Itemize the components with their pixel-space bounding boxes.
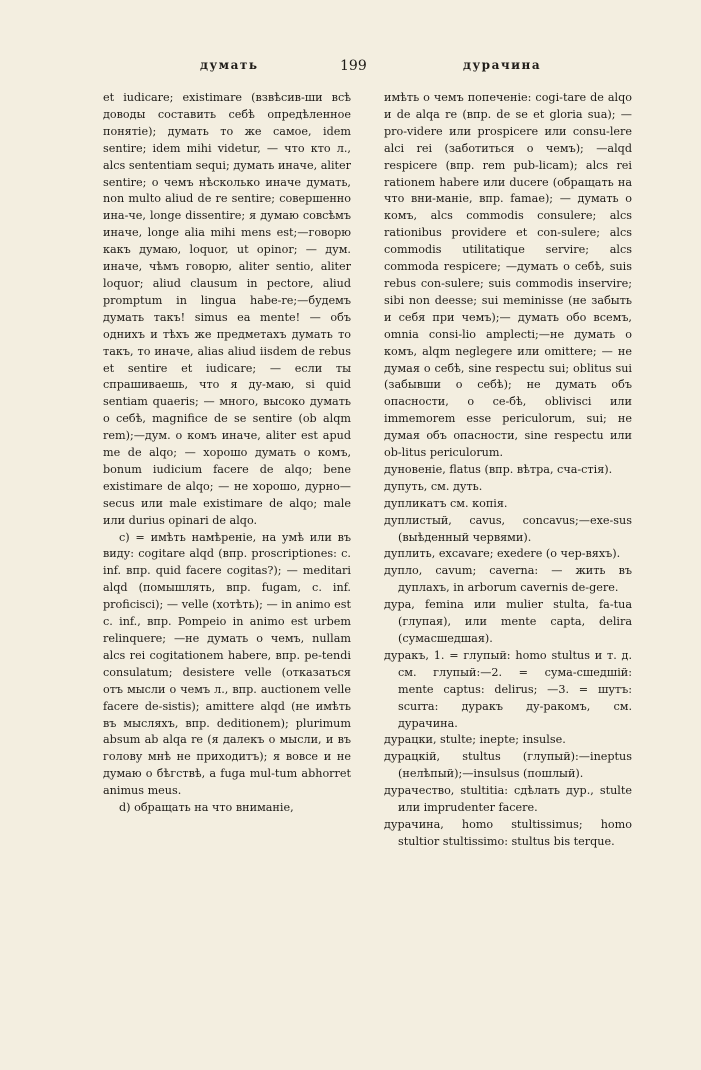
entry-duplistyi: дуплистый, cavus, concavus;—exe-sus (выѣденный червями). (384, 513, 632, 544)
entry-durachestvo: дурачество, stultitia: сдѣлать дур., stulte или imprudenter facere. (384, 784, 632, 815)
entry-duratski: дурацки, stulte; inepte; insulse. (384, 733, 566, 747)
entry-dura: дура, femina или mulier stulta, fa-tua (глупая), или mente capta, delira (сумасшедшая). (384, 598, 632, 645)
entry-durak: дуракъ, 1. = глупый: homo stultus и т. д. см. глупый:—2. = сума-сшедшій: mente captus: delirus; —3. = шутъ: scurra: дуракъ ду-ракомъ, см. дурачина. (384, 648, 632, 730)
entry-duplikat: дупликатъ см. копія. (384, 496, 508, 510)
entry-duplit: дуплить, excavare; exedere (о чер-вяхъ). (384, 547, 621, 561)
right-column (384, 90, 632, 851)
entry-duplo: дупло, cavum; caverna: — жить въ дуплахъ, in arborum cavernis de-gere. (384, 564, 632, 595)
entry-duput: дупуть, см. дуть. (384, 479, 483, 493)
running-head-left: думать (200, 58, 259, 72)
page-number: 199 (340, 58, 367, 74)
sense-d-paragraph: d) обращать на что вниманіе, (119, 801, 294, 815)
running-head-right: дурачина (463, 58, 542, 72)
left-column (103, 90, 351, 817)
sense-c-paragraph: c) = имѣть намѣреніе, на умѣ или въ виду: cogitare alqd (впр. proscriptiones: c. inf. впр. quid facere cogitas?); — meditari alqd (помышлять, впр. fugam, c. inf. proficisci); — velle (хотѣть); — in animo est c. inf., впр. Pompeio in animo est urbem relinquere; —не думать о чемъ, nullam alcs rei cogitationem habere, впр. pe-tendi consulatum; desistere velle (отказаться отъ мысли о чемъ л., впр. auctionem velle facere de-sistis); amittere alqd (не имѣть въ мысляхъ, впр. deditionem); plurimum absum ab alqa re (я далекъ о мысли, и въ голову мнѣ не приходитъ); я вовсе и не думаю о бѣгствѣ, a fuga mul-tum abhorret animus meus. (103, 530, 351, 798)
entry-duratskii: дурацкій, stultus (глупый):—ineptus (нелѣпый);—insulsus (пошлый). (384, 750, 632, 781)
entry-durachina: дурачина, homo stultissimus; homo stultior stultissimo: stultus bis terque. (384, 817, 632, 848)
entry-continuation: имѣть о чемъ попеченіе: cogi-tare de alqo и de alqa re (впр. de se et gloria sua); — pro-videre или prospicere или consu-lere alci rei (заботиться о чемъ); —alqd respicere (впр. rem pub-licam); alcs rei rationem habere или ducere (обращать на что вни-маніе, впр. famae); — думать о комъ, alcs commodis consulere; alcs rationibus providere et con-sulere; alcs commodis utilitatique servire; alcs commoda respicere; —думать о себѣ, suis rebus con-sulere; suis commodis inservire; sibi non deesse; sui meminisse (не забыть и себя при чемъ);— думать обо всемъ, omnia consi-lio amplecti;—не думать о комъ, alqm neglegere или omittere; — не думая о себѣ, sine respectu sui; oblitus sui (забывши о себѣ); не думать объ опасности, о се-бѣ, oblivisci или immemorem esse periculorum, sui; не думая объ опасности, sine respectu или ob-litus periculorum. (384, 91, 632, 460)
entry-duvovenie: дуновеніе, flatus (впр. вѣтра, сча-стія). (384, 462, 613, 476)
entry-continuation: et iudicare; existimare (взвѣсив-ши всѣ доводы составить себѣ опредѣленное понятіе); думать то же самое, idem sentire; idem mihi videtur, — что кто л., alcs sententiam sequi; думать иначе, aliter sentire; о чемъ нѣсколько иначе думать, non multo aliud de re sentire; совершенно ина-че, longe dissentire; я думаю совсѣмъ иначе, longe alia mihi mens est;—говорю какъ думаю, loquor, ut opinor; — дум. иначе, чѣмъ говорю, aliter sentio, aliter loquor; aliud clausum in pectore, aliud promptum in lingua habe-re;—будемъ думать такъ! simus ea mente! — объ однихъ и тѣхъ же предметахъ думать то такъ, то иначе, alias aliud iisdem de rebus et sentire et iudicare; — если ты спрашиваешь, что я ду-маю, si quid sentiam quaeris; — много, высоко думать о себѣ, magnifice de se sentire (ob alqm rem);—дум. о комъ иначе, aliter est apud me de alqo; — хорошо думать о комъ, bonum iudicium facere de alqo; bene existimare de alqo; — не хорошо, дурно— secus или male existimare de alqo; male или durius opinari de alqo. (103, 91, 351, 527)
